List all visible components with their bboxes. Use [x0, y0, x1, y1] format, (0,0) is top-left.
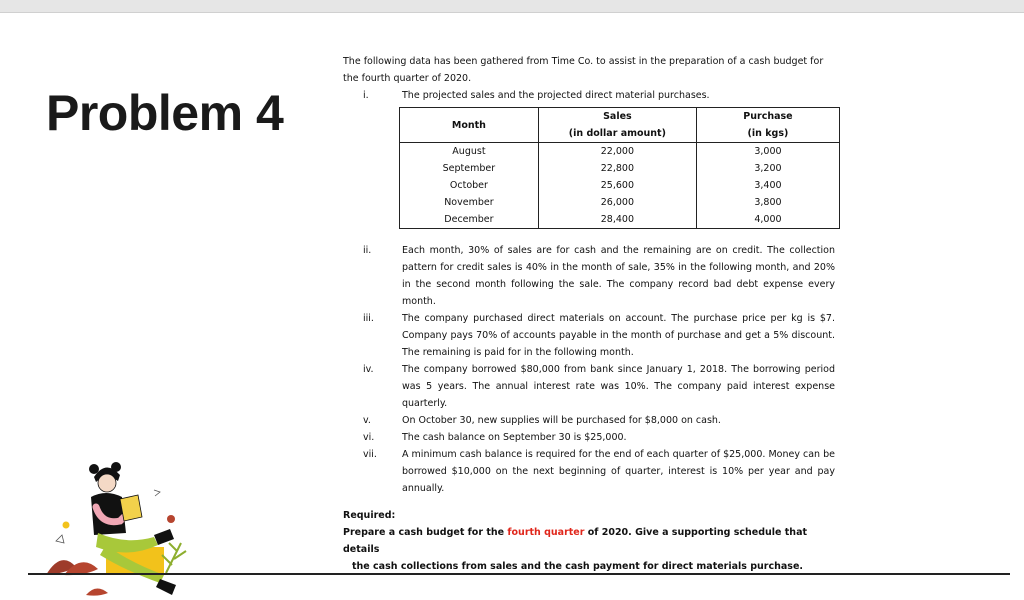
header-purchase-line1: Purchase [743, 111, 793, 122]
conditions-list [343, 242, 835, 497]
dot-icon [63, 522, 70, 529]
list-text: The projected sales and the projected direct material purchases. [402, 90, 710, 101]
footer-divider [28, 573, 1010, 575]
leaf-icon [86, 588, 108, 595]
list-item [343, 310, 835, 361]
cell-month: August [400, 143, 539, 161]
cell-month: November [400, 194, 539, 211]
sales-purchases-table [399, 107, 840, 229]
header-purchase [696, 108, 839, 143]
header-month: Month [400, 108, 539, 143]
list-text: The company purchased direct materials on account. The purchase price per kg is $7. Company pays 70% of accounts payable in the month of purchase and get a 5% discount. The remaining is paid for in the following month. [402, 313, 835, 358]
list-number: iv. [363, 364, 374, 375]
cell-month: December [400, 211, 539, 229]
list-item-i [343, 87, 835, 104]
cell-purchase: 3,400 [696, 177, 839, 194]
problem-content [343, 53, 835, 575]
required-line-1 [343, 524, 825, 558]
face-icon [98, 474, 116, 492]
header-sales [538, 108, 696, 143]
required-label: Required: [343, 510, 396, 521]
list-text: On October 30, new supplies will be purchased for $8,000 on cash. [402, 415, 721, 426]
table-header-row [400, 108, 840, 143]
cell-month: September [400, 160, 539, 177]
list-item [343, 361, 835, 412]
cell-sales: 25,600 [538, 177, 696, 194]
cell-purchase: 3,000 [696, 143, 839, 161]
required-line-2: the cash collections from sales and the cash payment for direct materials purchase. [352, 561, 804, 572]
cell-purchase: 3,200 [696, 160, 839, 177]
table-row [400, 177, 840, 194]
required-highlight: fourth quarter [507, 527, 585, 538]
list-text: Each month, 30% of sales are for cash and the remaining are on credit. The collection pattern for credit sales is 40% in the month of sale, 35% in the following month, and 20% in the second month following the sale. The company record bad debt expense every month. [402, 245, 835, 307]
book-icon [120, 495, 142, 521]
table-row [400, 143, 840, 161]
list-item [343, 446, 835, 497]
cell-sales: 26,000 [538, 194, 696, 211]
cell-sales: 22,800 [538, 160, 696, 177]
plant-icon [162, 543, 186, 573]
required-text [343, 524, 835, 575]
header-sales-line2: (in dollar amount) [568, 128, 666, 139]
list-item [343, 429, 835, 446]
required-line1-pre: Prepare a cash budget for the [343, 527, 508, 538]
cell-purchase: 4,000 [696, 211, 839, 229]
list-text: A minimum cash balance is required for the end of each quarter of $25,000. Money can be borrowed $10,000 on the next beginning of quarter, interest is 10% per year and pay annually. [402, 449, 835, 494]
list-number: v. [363, 415, 371, 426]
shoe-icon [154, 529, 174, 545]
header-sales-line1: Sales [603, 111, 632, 122]
required-line1-post: of 2020. Give a supporting schedule that details [343, 527, 808, 555]
list-number: vii. [363, 449, 377, 460]
list-number: vi. [363, 432, 375, 443]
window-top-bar [0, 0, 1024, 13]
list-text: The company borrowed $80,000 from bank since January 1, 2018. The borrowing period was 5 years. The annual interest rate was 10%. The company paid interest expense quarterly. [402, 364, 835, 409]
slide-title: Problem 4 [46, 85, 284, 141]
intro-text: The following data has been gathered from Time Co. to assist in the preparation of a cash budget for the fourth quarter of 2020. [343, 56, 824, 84]
list-item [343, 412, 835, 429]
table-row [400, 194, 840, 211]
list-number: iii. [363, 313, 374, 324]
chevron-icon [154, 490, 160, 496]
cell-purchase: 3,800 [696, 194, 839, 211]
cell-month: October [400, 177, 539, 194]
reading-person-illustration [36, 455, 196, 600]
list-item [343, 242, 835, 310]
triangle-icon [56, 535, 64, 543]
hair-bun-icon [89, 464, 99, 474]
table-row [400, 160, 840, 177]
shoe-icon [156, 579, 176, 595]
list-text: The cash balance on September 30 is $25,000. [402, 432, 627, 443]
cell-sales: 28,400 [538, 211, 696, 229]
dot-icon [167, 515, 175, 523]
table-row [400, 211, 840, 229]
list-number: ii. [363, 245, 372, 256]
list-number: i. [363, 90, 369, 101]
cell-sales: 22,000 [538, 143, 696, 161]
header-purchase-line2: (in kgs) [747, 128, 789, 139]
